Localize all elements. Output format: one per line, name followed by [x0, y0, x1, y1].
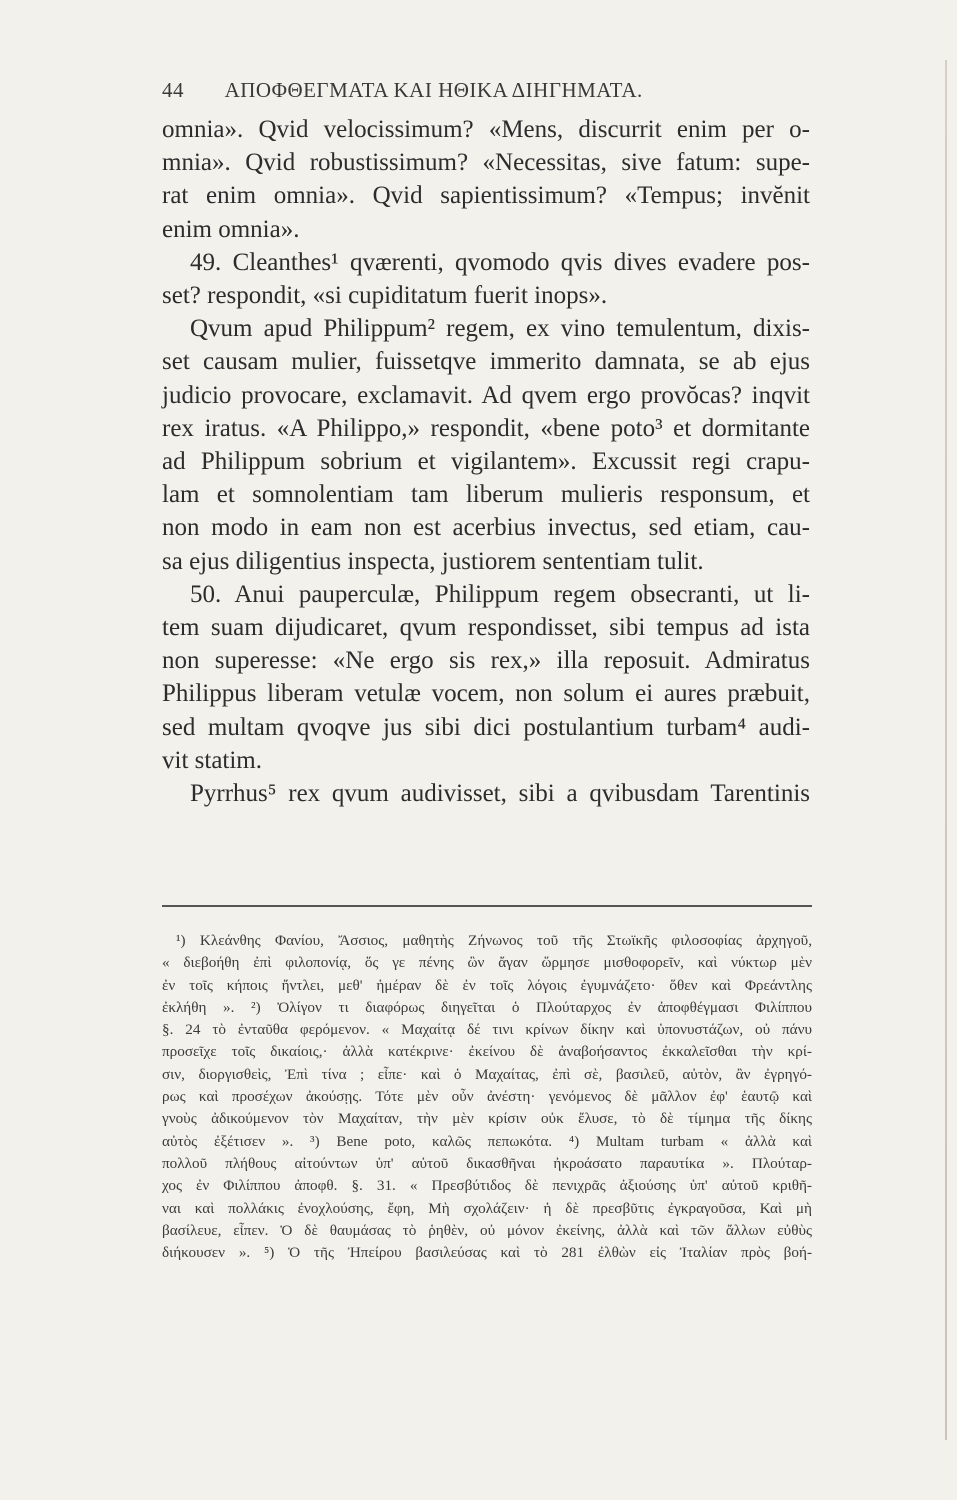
footnote-line: χος ἐν Φιλίππου ἀποφθ. §. 31. « Πρεσβύτιδος δὲ πενιχρᾶς ἀξιούσης ὑπ' αὐτοῦ κριθῆ- [162, 1177, 812, 1195]
footnote-line: ἐν τοῖς κήποις ἤντλει, μεθ' ἡμέραν δὲ ἐν τοῖς λόγοις ἐγυμνάζετο· ὅθεν καὶ Φρεάντλης [162, 976, 812, 994]
text-line: Qvum apud Philippum² regem, ex vino temulentum, dixis- [190, 315, 810, 343]
page-number: 44 [162, 78, 184, 102]
footnote-line: αὐτὸς ἐξέτισεν ». ³) Bene poto, καλῶς πεπωκότα. ⁴) Multam turbam « ἀλλὰ καὶ [162, 1132, 812, 1150]
footnote-line: γνοὺς ἀδικούμενον τὸν Μαχαίταν, τὴν μὲν κρίσιν οὐκ ἔλυσε, τὸ δὲ τίμημα τῆς δίκης [162, 1110, 812, 1128]
footnote-line: προσεῖχε τοῖς δικαίοις,· ἀλλὰ κατέκρινε· ἐκείνου δὲ ἀναβοήσαντος ἐκκαλεῖσθαι τὴν κρί- [162, 1043, 812, 1061]
text-line: vit statim. [162, 746, 262, 774]
running-header [162, 78, 812, 103]
footnote-line: πολλοῦ πλήθους αἰτούντων ὑπ' αὐτοῦ δικασθῆναι ἠκροάσατο παραυτίκα ». Πλούταρ- [162, 1154, 812, 1172]
text-line: set? respondit, «si cupiditatum fuerit inops». [162, 282, 608, 310]
text-line: mnia». Qvid robustissimum? «Necessitas, sive fatum: supe- [162, 149, 810, 177]
text-line: lam et somnolentiam tam liberum mulieris responsum, et [162, 481, 810, 509]
text-line: set causam mulier, fuissetqve immerito damnata, se ab ejus [162, 348, 810, 376]
text-line: rat enim omnia». Qvid sapientissimum? «Tempus; invĕnit [162, 182, 810, 210]
text-line: sed multam qvoqve jus sibi dici postulantium turbam⁴ audi- [162, 713, 810, 741]
text-line: rex iratus. «A Philippo,» respondit, «bene poto³ et dormitante [162, 414, 810, 442]
main-text [162, 113, 810, 810]
footnote-line: ναι καὶ πολλάκις ἐνοχλούσης, ἔφη, Μὴ σχολάζειν· ἡ δὲ πρεσβῦτις ἐγκραγοῦσα, Καὶ μὴ [162, 1199, 812, 1217]
text-line: 49. Cleanthes¹ qværenti, qvomodo qvis dives evadere pos- [190, 248, 810, 276]
text-line: Philippus liberam vetulæ vocem, non solum ei aures præbuit, [162, 680, 810, 708]
footnote-line: ¹) Κλεάνθης Φανίου, Ἄσσιος, μαθητὴς Ζήνωνος τοῦ τῆς Στωϊκῆς φιλοσοφίας ἀρχηγοῦ, [176, 932, 812, 949]
footnote-line: « διεβοήθη ἐπὶ φιλοπονίᾳ, ὅς γε πένης ὢν ἄγαν ὥρμησε μισθοφορεῖν, καὶ νύκτωρ μὲν [162, 954, 812, 972]
footnote-rule [162, 905, 812, 907]
footnote-line: ἐκλήθη ». ²) Ὀλίγον τι διαφόρως διηγεῖται ὁ Πλούταρχος ἐν ἀποφθέγμασι Φιλίππου [162, 998, 812, 1016]
text-line: omnia». Qvid velocissimum? «Mens, discurrit enim per o- [162, 116, 810, 143]
text-line: non modo in eam non est acerbius invectus, sed etiam, cau- [162, 514, 810, 542]
footnote-line: §. 24 τὸ ἐνταῦθα φερόμενον. « Μαχαίτᾳ δέ τινι κρίνων δίκην καὶ ὑπονυστάζων, οὐ πάνυ [162, 1021, 812, 1039]
text-line: Pyrrhus⁵ rex qvum audivisset, sibi a qvibusdam Tarentinis [190, 780, 810, 808]
text-line: enim omnia». [162, 215, 300, 243]
footnote-line: βασίλευε, εἶπεν. Ὁ δὲ θαυμάσας τὸ ῥηθὲν, οὐ μόνον ἐκείνης, ἀλλὰ καὶ τῶν ἄλλων εὐθὺς [162, 1221, 812, 1239]
text-line: sa ejus diligentius inspecta, justiorem sententiam tulit. [162, 547, 704, 575]
text-line: non superesse: «Ne ergo sis rex,» illa reposuit. Admiratus [162, 647, 810, 675]
text-line: ad Philippum sobrium et vigilantem». Excussit regi crapu- [162, 448, 810, 476]
text-line: 50. Anui pauperculæ, Philippum regem obsecranti, ut li- [190, 580, 810, 608]
page-edge [945, 60, 947, 1440]
text-line: judicio provocare, exclamavit. Ad qvem ergo provŏcas? inqvit [162, 381, 810, 409]
footnote-line: διήκουσεν ». ⁵) Ὁ τῆς Ἠπείρου βασιλεύσας καὶ τὸ 281 ἐλθὼν εἰς Ἰταλίαν πρὸς βοή- [162, 1244, 812, 1262]
text-line: tem suam dijudicaret, qvum respondisset, sibi tempus ad ista [162, 614, 810, 642]
footnotes [162, 930, 812, 1264]
footnote-line: ρως καὶ προσέχων ἀκούσῃς. Τότε μὲν οὖν ἀνέστη· γενόμενος δὲ μᾶλλον ἐφ' ἑαυτῷ καὶ [162, 1088, 812, 1106]
footnote-line: σιν, διοργισθεὶς, Ἐπὶ τίνα ; εἶπε· καὶ ὁ Μαχαίτας, ἐπὶ σὲ, βασιλεῦ, αὐτὸν, ἂν ἐγρηγό- [162, 1065, 812, 1083]
running-title: ΑΠΟΦΘΕΓΜΑΤΑ ΚΑΙ ΗΘΙΚΑ ΔΙΗΓΗΜΑΤΑ. [224, 78, 643, 102]
